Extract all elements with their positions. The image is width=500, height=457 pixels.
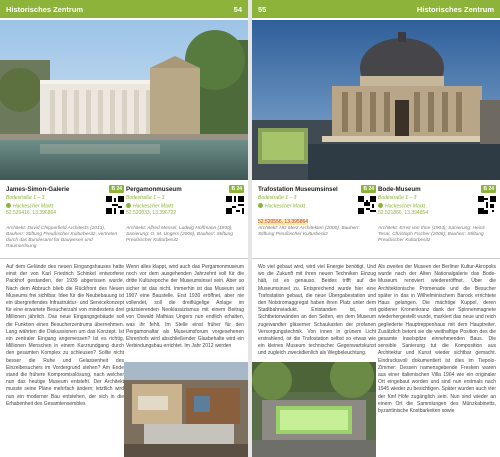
- address: Bodestraße 1 – 3: [126, 195, 165, 201]
- text-column-trafostation: Wo viel gebaut wird, wird viel Energie benötigt. Und wo die Zukunft mit ihren neuen Techniken Einzug hält, ist es genauso. Beides trifft auf die Museumsinsel zu. Entsprechend wurde hier eine Trafostation gebaut, die neue Übergabestation und den Notstromaggregat haben ihren Platz unter dem Stadtbahnviadukt. Entstanden ist, mit Sichtbetonwänden an den Seiten, ein dem Museum zugewandter gläserner Schaukasten der profanen Versorgungstechnik. Von innen in grünem Licht erstrahlend, ist die Trafostation selbst so etwas wie ein kleines Museum technischer Gegenwartskunst und zugleich zweckdienlich als Wegbeleuchtung.: [258, 264, 376, 357]
- entry-title: James-Simon-Galerie: [6, 185, 70, 193]
- transit-icon: [378, 203, 383, 208]
- entry-pergamonmuseum: [126, 184, 244, 256]
- gps-coordinates: 52.520833, 13.396722: [126, 209, 177, 216]
- transit-stop: Hackescher Markt: [6, 203, 124, 210]
- gps-coordinates: 52.521866, 13.394854: [378, 209, 429, 216]
- qr-code-icon[interactable]: [358, 196, 376, 214]
- transit-stop: Hackescher Markt: [378, 203, 496, 210]
- section-divider: [252, 258, 500, 259]
- text-column-james-simon: Auf dem Gelände des neuen Eingangshauses hatte einst der von Karl Friedrich Schinkel entworfene Packhof gestanden, der 1939 abgerissen wurde. Nach dem Abbruch blieb die Rückfront des Neuen Museums frei sichtbar. Idee für die Neubebauung ist ein übergreifendes Infrastruktur- und Servicekonzept für eine erwartete Besucherzahl von mindestens drei Millionen jährlich. Das neue Eingangsgebäude soll die Funktion eines Besucherzentrums übernehmen. Lang währten die Diskussionen um das Konzept. Ist ein zentraler Eingang angemessen? Ist es richtig, Millionen Menschen in einem Kurzrundgang durch den gesamten Komplex zu schleusen? Sollte nicht besser die Ruhe und Gelassenheit des Einzelbesuchers im Vordergrund stehen? Am Ende stand die frühere Kompromisslösung, nach welcher nun das heutige Museum entsteht. Der Architekt musste seine Pläne mehrfach ändern; letztlich wird nun ein moderner Bau entstehen, der sich in die Erhabenheit des Gesamtensembles: [6, 264, 124, 407]
- section-divider: [0, 258, 248, 259]
- architect-credit: Architekt: David Chipperfield Architects (2013), Bauherr: Stiftung Preußischer Kulturbesitz, vertreten durch das Bundesamt für Bauwesen und Raumordnung: [6, 226, 118, 249]
- photo-trafostation: [252, 362, 376, 457]
- address: Bodestraße 1 – 3: [378, 195, 417, 201]
- entry-james-simon-galerie: [6, 184, 124, 256]
- gps-coordinates: 52.520556, 13.395864: [258, 218, 309, 225]
- architect-credit: Architekt: Alfred Messel, Ludwig Hoffmann (1930), Sanierung: O. M. Ungers (2006), Bauherr: Stiftung Preußischer Kulturbesitz: [126, 226, 233, 243]
- address: Bodestraße 1 – 3: [6, 195, 45, 201]
- transit-stop: Hackescher Markt: [126, 203, 244, 210]
- photo-james-simon-galerie: [0, 20, 248, 180]
- left-page: [0, 0, 248, 457]
- text-column-bode-museum: Als zweites der Museen der Berliner Kultur-Akropolis wurde nach der Alten Nationalgalerie das Bode-Museum renoviert wiedereröffnet. Über die Architektonische Promenade und die Besucher später in das in Wilhelminischem Barock errichtete Haus gelangen. Die mächtige Kuppel, deren goldener Kronenkranz dank der Spinnenmagnete wiederhergestellt wurde, markiert das neue und reich gegliederte Hauptreppenhaus mit dem Hauptreiter. Zusätzlich betont sie die weithaftige Position des die gesamte Inselspitze einnehmenden Baus. Die sensible Sanierung tut die Komposition aus Architektur und Kunst wieder sichtbar gemacht. Eindrucksvoll dokumentiert ist dies im Tiepolo-Zimmer: Dessen namensgebende Fresken waren aus einer italienischen Villa 1904 wie ein originaler Ort eingebaut worden und sind nun erstmals nach 1945 wieder zu besichtigen. Später wurden auch vier der fünf Höfe zugänglich sein. Nun sind wieder an einem Ort die Sammlungen des Münzkabinetts, byzantinische Kostbarkeiten sowie: [378, 264, 496, 415]
- transit-icon: [126, 203, 131, 208]
- map-reference-badge: B 24: [111, 186, 122, 192]
- address: Bodestraße 1 – 3: [258, 195, 297, 201]
- map-reference-badge: B 24: [363, 186, 374, 192]
- map-reference-badge: B 24: [231, 186, 242, 192]
- left-entries: [0, 184, 248, 256]
- right-page: [252, 0, 500, 457]
- text-column-pergamon: Wenn alles klappt, wird auch das Pergamonmuseum noch vor dem ausgehenden Jahrzehnt voll für die dritte Kulturepoche der Museumsinsel sein. Aber so sicher ist das nicht. Immerhin ist das Museum seit 1907 eine Baustelle. Erst 1930 eröffnet, aber nie vollendet, soll die dreiflügelige Anlage im gräzisierenden Neoklassizismus mit einem Beitrag von Oswald Mathias Ungers nun endlich erhalten, was ihr fehlt. Im Stelle einst früher für den Pergamonaltar als Museumsforum vorgesehenen Ehrenhofs wird abschließender Glasbehalte wird ein Verbindungsbau errichtet. Im Jahr 2012 werden: [126, 264, 244, 350]
- left-page-number: 54: [233, 4, 242, 14]
- left-section-title: Historisches Zentrum: [6, 4, 84, 14]
- right-page-number: 55: [258, 4, 267, 14]
- entry-bode-museum: [378, 184, 496, 256]
- qr-code-icon[interactable]: [226, 196, 244, 214]
- entry-title: Trafostation Museumsinsel: [258, 185, 338, 193]
- architect-credit: Architekt: HG Merz Architekten (2000), Bauherr: Stiftung Preußischer Kulturbesitz: [258, 226, 360, 237]
- transit-icon: [6, 203, 11, 208]
- right-page-header: [252, 0, 500, 18]
- transit-icon: [258, 203, 263, 208]
- entry-trafostation: [258, 184, 376, 256]
- photo-pergamon-aerial: [124, 362, 248, 457]
- transit-stop: Hackescher Markt: [258, 203, 376, 210]
- left-page-header: [0, 0, 248, 18]
- right-section-title: Historisches Zentrum: [416, 4, 494, 14]
- entry-title: Bode-Museum: [378, 185, 421, 193]
- qr-code-icon[interactable]: [106, 196, 124, 214]
- photo-bode-museum: [252, 20, 500, 180]
- qr-code-icon[interactable]: [478, 196, 496, 214]
- gps-coordinates: 52.520416, 13.396864: [6, 209, 57, 216]
- entry-title: Pergamonmuseum: [126, 185, 182, 193]
- right-entries: [252, 184, 500, 256]
- architect-credit: Architekt: Ernst von Ihne (1904); Sanierung: Heinz Tesar, Christoph Fischer (2006); Bauherr: Stiftung Preußischer Kulturbesitz: [378, 226, 485, 243]
- map-reference-badge: B 24: [483, 186, 494, 192]
